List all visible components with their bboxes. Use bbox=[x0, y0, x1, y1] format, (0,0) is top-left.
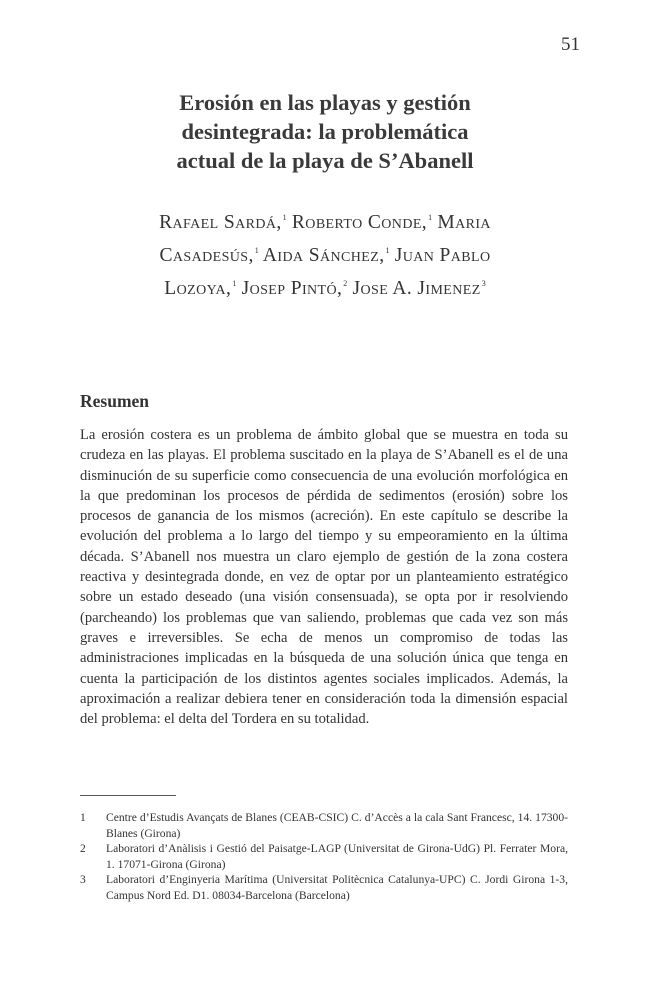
footnote-text: Laboratori d’Anàlisis i Gestió del Paisatge-LAGP (Universitat de Girona-UdG) Pl. Ferrater Mora, 1. 17071-Girona (Girona) bbox=[106, 842, 568, 871]
affiliation-marker: 1 bbox=[385, 246, 390, 255]
author-line bbox=[40, 204, 610, 237]
footnote-number: 3 bbox=[80, 873, 86, 886]
author-line bbox=[40, 237, 610, 270]
author-name: Aida Sánchez, bbox=[258, 245, 385, 266]
footnote-item bbox=[80, 872, 568, 903]
footnote-text: Centre d’Estudis Avançats de Blanes (CEAB-CSIC) C. d’Accès a la cala Sant Francesc, 14. 17300-Blanes (Girona) bbox=[106, 811, 568, 840]
chapter-title bbox=[60, 88, 590, 175]
author-name: Juan Pablo bbox=[389, 245, 491, 266]
author-list bbox=[40, 204, 610, 303]
affiliation-marker: 1 bbox=[254, 246, 259, 255]
author-name: Maria bbox=[432, 212, 491, 233]
author-name: Lozoya, bbox=[164, 278, 232, 299]
author-name: Josep Pintó, bbox=[236, 278, 343, 299]
title-line: desintegrada: la problemática bbox=[181, 119, 469, 144]
author-name: Jose A. Jimenez bbox=[347, 278, 481, 299]
author-name: Casadesús, bbox=[159, 245, 254, 266]
affiliation-marker: 1 bbox=[428, 213, 433, 222]
footnote-item bbox=[80, 841, 568, 872]
footnotes bbox=[80, 810, 568, 903]
abstract-heading: Resumen bbox=[80, 391, 150, 411]
page-number: 51 bbox=[561, 34, 580, 55]
footnote-divider bbox=[80, 795, 176, 796]
affiliation-marker: 2 bbox=[343, 279, 348, 288]
author-name: Roberto Conde, bbox=[286, 212, 428, 233]
footnote-number: 2 bbox=[80, 842, 86, 855]
footnote-text: Laboratori d’Enginyeria Marítima (Universitat Politècnica Catalunya-UPC) C. Jordi Girona 1-3, Campus Nord Ed. D1. 08034-Barcelona (Barcelona) bbox=[106, 873, 568, 902]
title-line: actual de la playa de S’Abanell bbox=[176, 148, 474, 173]
abstract-body: La erosión costera es un problema de ámbito global que se muestra en toda su crudeza en las playas. El problema suscitado en la playa de S’Abanell es el de una disminución de su superficie como consecuencia de una evolución morfológica en la que predominan los procesos de pérdida de sedimentos (erosión) sobre los procesos de ganancia de los mismos (acreción). En este capítulo se describe la evolución del problema a lo largo del tiempo y su empeoramiento en la última década. S’Abanell nos muestra un claro ejemplo de gestión de la zona costera reactiva y desintegrada donde, en vez de optar por un planteamiento estratégico sobre un estado deseado (una visión consensuada), se opta por ir resolviendo (parcheando) los problemas que van saliendo, problemas que cada vez son más graves e irreversibles. Se echa de menos un compromiso de todas las administraciones implicadas en la búsqueda de una solución única que tenga en cuenta la participación de los distintos agentes sociales implicados. Además, la aproximación a realizar debiera tener en consideración toda la dimensión espacial del problema: el delta del Tordera en su totalidad. bbox=[80, 427, 568, 728]
title-line: Erosión en las playas y gestión bbox=[179, 90, 471, 115]
footnote-number: 1 bbox=[80, 811, 86, 824]
affiliation-marker: 1 bbox=[282, 213, 287, 222]
author-name: Rafael Sardá, bbox=[159, 212, 282, 233]
affiliation-marker: 1 bbox=[232, 279, 237, 288]
author-line bbox=[40, 270, 610, 303]
footnote-item bbox=[80, 810, 568, 841]
affiliation-marker: 3 bbox=[481, 279, 486, 288]
